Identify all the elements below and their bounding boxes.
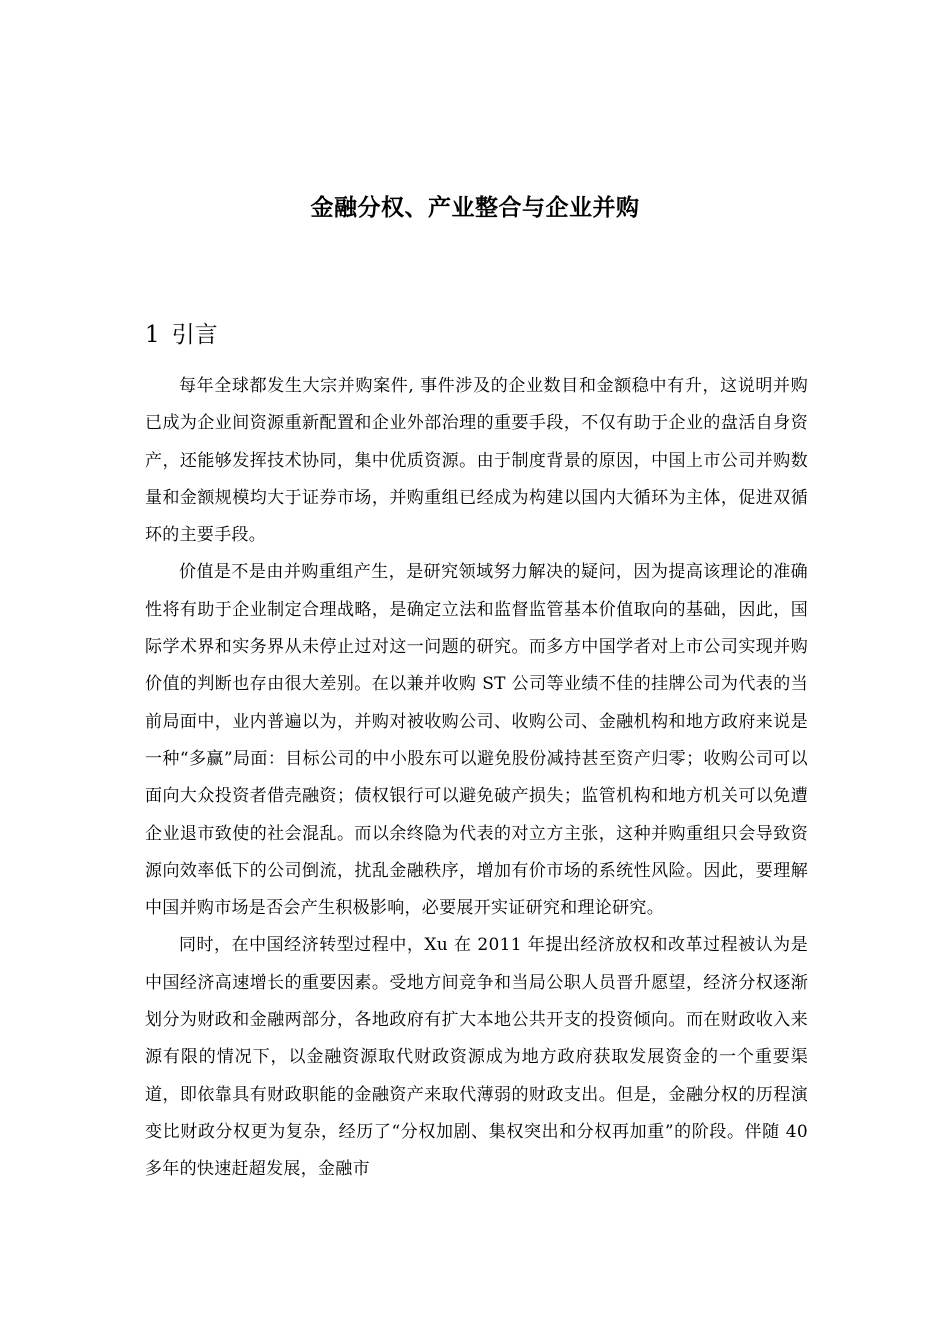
- paragraph-3: 同时，在中国经济转型过程中，Xu 在 2011 年提出经济放权和改革过程被认为是中国经济高速增长的重要因素。受地方间竞争和当局公职人员晋升愿望，经济分权逐渐划分为财政和金融两部分，各地政府有扩大本地公共开支的投资倾向。而在财政收入来源有限的情况下，以金融资源取代财政资源成为地方政府获取发展资金的一个重要渠道，即依靠具有财政职能的金融资产来取代薄弱的财政支出。但是，金融分权的历程演变比财政分权更为复杂，经历了“分权加剧、集权突出和分权再加重”的阶段。伴随 40 多年的快速赶超发展，金融市: [145, 935, 808, 1180]
- body-text: [145, 368, 808, 1189]
- paragraph-2: 价值是不是由并购重组产生，是研究领域努力解决的疑问，因为提高该理论的准确性将有助于企业制定合理战略，是确定立法和监督监管基本价值取向的基础，因此，国际学术界和实务界从未停止过对这一问题的研究。而多方中国学者对上市公司实现并购价值的判断也存由很大差别。在以兼并收购 ST 公司等业绩不佳的挂牌公司为代表的当前局面中，业内普遍以为，并购对被收购公司、收购公司、金融机构和地方政府来说是一种“多赢”局面：目标公司的中小股东可以避免股份减持甚至资产归零；收购公司可以面向大众投资者借壳融资；债权银行可以避免破产损失；监管机构和地方机关可以免遭企业退市致使的社会混乱。而以余终隐为代表的对立方主张，这种并购重组只会导致资源向效率低下的公司倒流，扰乱金融秩序，增加有价市场的系统性风险。因此，要理解中国并购市场是否会产生积极影响，必要展开实证研究和理论研究。: [145, 562, 808, 919]
- section-number: 1: [145, 322, 160, 348]
- section-title: 引言: [171, 322, 218, 348]
- section-heading: [145, 318, 218, 352]
- paragraph-1: 每年全球都发生大宗并购案件, 事件涉及的企业数目和金额稳中有升，这说明并购已成为企业间资源重新配置和企业外部治理的重要手段，不仅有助于企业的盘活自身资产，还能够发挥技术协同，集中优质资源。由于制度背景的原因，中国上市公司并购数量和金额规模均大于证券市场，并购重组已经成为构建以国内大循环为主体，促进双循环的主要手段。: [145, 376, 808, 546]
- document-title: 金融分权、产业整合与企业并购: [310, 194, 640, 221]
